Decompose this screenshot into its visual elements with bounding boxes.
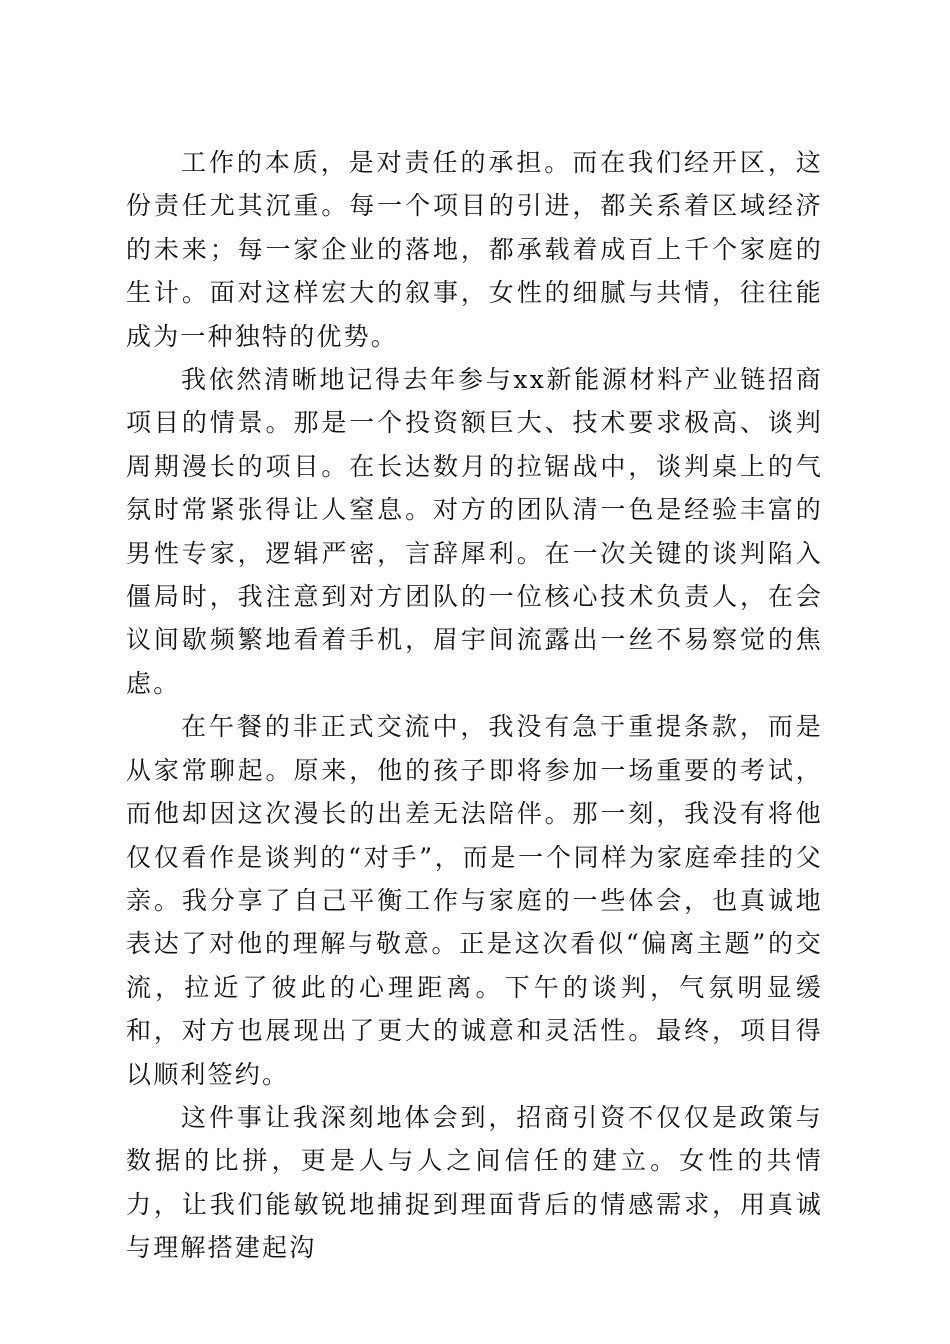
paragraph-responsibility: 工作的本质，是对责任的承担。而在我们经开区，这份责任尤其沉重。每一个项目的引进，都关系着区域经济的未来；每一家企业的落地，都承载着成百上千个家庭的生计。面对这样宏大的叙事，女性的细腻与共情，往往能成为一种独特的优势。 [126,148,823,351]
paragraph-reflection: 这件事让我深刻地体会到，招商引资不仅仅是政策与数据的比拼，更是人与人之间信任的建立。女性的共情力，让我们能敏锐地捕捉到理面背后的情感需求，用真诚与理解搭建起沟 [126,1102,823,1263]
document-body [126,141,823,1270]
paragraph-negotiation: 我依然清晰地记得去年参与xx新能源材料产业链招商项目的情景。那是一个投资额巨大、技术要求极高、谈判周期漫长的项目。在长达数月的拉锯战中，谈判桌上的气氛时常紧张得让人窒息。对方的团队清一色是经验丰富的男性专家，逻辑严密，言辞犀利。在一次关键的谈判陷入僵局时，我注意到对方团队的一位核心技术负责人，在会议间歇频繁地看着手机，眉宇间流露出一丝不易察觉的焦虑。 [126,365,823,698]
paragraph-lunch-exchange: 在午餐的非正式交流中，我没有急于重提条款，而是从家常聊起。原来，他的孩子即将参加一场重要的考试，而他却因这次漫长的出差无法陪伴。那一刻，我没有将他仅仅看作是谈判的“对手”，而是一个同样为家庭牵挂的父亲。我分享了自己平衡工作与家庭的一些体会，也真诚地表达了对他的理解与敬意。正是这次看似“偏离主题”的交流，拉近了彼此的心理距离。下午的谈判，气氛明显缓和，对方也展现出了更大的诚意和灵活性。最终，项目得以顺利签约。 [126,712,823,1089]
